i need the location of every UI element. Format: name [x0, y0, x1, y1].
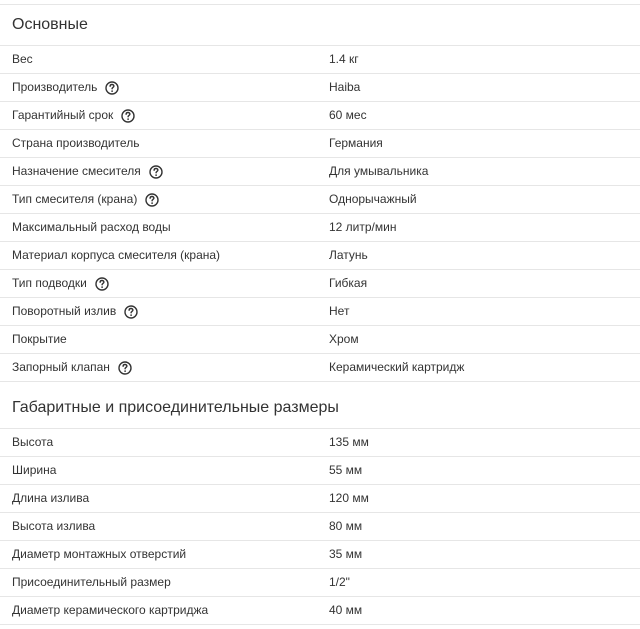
spec-row: [0, 45, 640, 73]
spec-row: [0, 428, 640, 456]
spec-value: 120 мм: [329, 491, 369, 505]
spec-value: 35 мм: [329, 547, 363, 561]
spec-name: Высота: [12, 435, 54, 449]
spec-value: Латунь: [329, 248, 368, 262]
section-title: Основные: [12, 16, 88, 33]
spec-name: Длина излива: [12, 491, 90, 505]
spec-name: Поворотный излив: [12, 304, 117, 318]
spec-row: [0, 353, 640, 382]
spec-row: [0, 185, 640, 213]
question-circle-icon[interactable]: [124, 305, 138, 319]
spec-name-cell: [12, 270, 109, 297]
spec-name-cell: [12, 102, 135, 129]
spec-name-cell: [12, 354, 132, 381]
spec-row: [0, 157, 640, 185]
spec-value: Нет: [329, 304, 350, 318]
spec-name: Гарантийный срок: [12, 108, 114, 122]
spec-name-cell: [12, 597, 208, 624]
spec-value: Керамический картридж: [329, 360, 465, 374]
spec-name-cell: [12, 298, 138, 325]
spec-value: Хром: [329, 332, 359, 346]
spec-name: Назначение смесителя: [12, 164, 141, 178]
question-circle-icon[interactable]: [105, 81, 119, 95]
spec-value: 135 мм: [329, 435, 369, 449]
section-title: Габаритные и присоединительные размеры: [12, 399, 339, 416]
spec-name: Присоединительный размер: [12, 575, 171, 589]
spec-row: [0, 512, 640, 540]
question-circle-icon[interactable]: [121, 109, 135, 123]
spec-row: [0, 325, 640, 353]
spec-value: Германия: [329, 136, 383, 150]
spec-value: Однорычажный: [329, 192, 417, 206]
spec-list: [0, 45, 640, 382]
spec-row: [0, 297, 640, 325]
spec-name: Диаметр монтажных отверстий: [12, 547, 187, 561]
spec-name-cell: [12, 569, 171, 596]
spec-list: [0, 428, 640, 625]
spec-name-cell: [12, 214, 171, 241]
spec-row: [0, 568, 640, 596]
spec-row: [0, 213, 640, 241]
spec-name-cell: [12, 46, 33, 73]
spec-name-cell: [12, 130, 139, 157]
question-circle-icon[interactable]: [118, 361, 132, 375]
spec-name-cell: [12, 326, 67, 353]
spec-name: Тип смесителя (крана): [12, 192, 138, 206]
spec-row: [0, 129, 640, 157]
spec-name-cell: [12, 457, 56, 484]
spec-row: [0, 596, 640, 625]
spec-value: 1/2": [329, 575, 350, 589]
spec-name: Диаметр керамического картриджа: [12, 603, 209, 617]
spec-row: [0, 269, 640, 297]
spec-value: Для умывальника: [329, 164, 429, 178]
spec-value: 1.4 кг: [329, 52, 359, 66]
question-circle-icon[interactable]: [95, 277, 109, 291]
spec-name-cell: [12, 186, 159, 213]
spec-value: 12 литр/мин: [329, 220, 397, 234]
spec-row: [0, 540, 640, 568]
spec-row: [0, 484, 640, 512]
spec-name-cell: [12, 158, 163, 185]
spec-row: [0, 241, 640, 269]
spec-name-cell: [12, 541, 186, 568]
spec-value: 60 мес: [329, 108, 367, 122]
specs-section-main: [0, 5, 640, 382]
question-circle-icon[interactable]: [145, 193, 159, 207]
spec-name: Запорный клапан: [12, 360, 110, 374]
spec-value: 40 мм: [329, 603, 363, 617]
spec-name: Тип подводки: [12, 276, 87, 290]
spec-name: Материал корпуса смесителя (крана): [12, 248, 221, 262]
spec-value: 55 мм: [329, 463, 363, 477]
spec-name: Производитель: [12, 80, 98, 94]
question-circle-icon[interactable]: [149, 165, 163, 179]
spec-name: Страна производитель: [12, 136, 140, 150]
spec-row: [0, 73, 640, 101]
spec-name: Высота излива: [12, 519, 96, 533]
spec-row: [0, 456, 640, 484]
spec-value: 80 мм: [329, 519, 363, 533]
spec-name-cell: [12, 429, 53, 456]
spec-value: Haiba: [329, 80, 361, 94]
spec-name-cell: [12, 513, 95, 540]
specs-section-dimensions: [0, 388, 640, 625]
spec-name-cell: [12, 242, 220, 269]
spec-value: Гибкая: [329, 276, 368, 290]
spec-name: Максимальный расход воды: [12, 220, 171, 234]
spec-name: Вес: [12, 52, 33, 66]
spec-name: Покрытие: [12, 332, 67, 346]
spec-row: [0, 101, 640, 129]
spec-name-cell: [12, 74, 119, 101]
spec-name: Ширина: [12, 463, 57, 477]
spec-name-cell: [12, 485, 89, 512]
